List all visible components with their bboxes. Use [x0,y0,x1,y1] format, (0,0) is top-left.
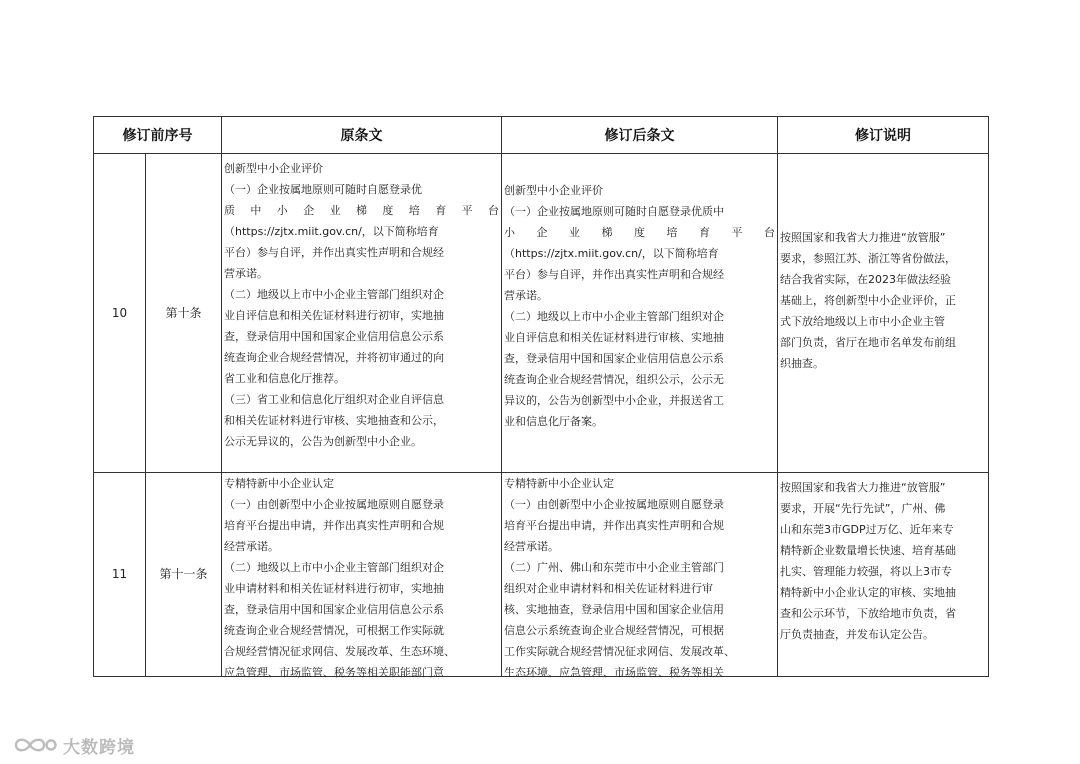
text-line: 核、实地抽查，登录信用中国和国家企业信用 [504,603,724,616]
text-line: 结合我省实际，在2023年做法经验 [780,272,951,286]
revised-text-cell [502,154,778,473]
text-line: 合规经营情况征求网信、发展改革、生态环境、 [224,645,455,658]
text-line: 公示无异议的，公告为创新型中小企业。 [224,435,422,448]
header-prev-number: 修订前序号 [94,117,222,154]
article-number: 第十一条 [146,473,222,677]
text-line: 按照国家和我省大力推进“放管服” [780,230,946,244]
infinity-logo-icon [10,734,58,756]
revised-text-cell [502,473,778,677]
text-line: 培育平台提出申请，并作出真实性声明和合规 [504,519,724,532]
text-line: （https://zjtx.miit.gov.cn/，以下简称培育 [504,247,719,260]
text-line: （一）由创新型中小企业按属地原则自愿登录 [504,498,724,511]
text-line: （一）企业按属地原则可随时自愿登录优质中 [504,205,724,218]
text-line: 生态环境、应急管理、市场监管、税务等相关 [504,666,724,679]
text-line: 山和东莞3市GDP过万亿、近年来专 [780,523,954,536]
row-number: 11 [94,473,146,677]
text-line: 异议的，公告为创新型中小企业，并报送省工 [504,394,724,407]
revision-note-cell [778,154,989,473]
text-line: 培育平台提出申请，并作出真实性声明和合规 [224,519,444,532]
text-line: 和相关佐证材料进行审核、实地抽查和公示， [224,414,444,427]
text-line: 业自评信息和相关佐证材料进行初审，实地抽 [224,309,444,322]
text-line: 小 企 业 梯 度 培 育 平 台 [504,226,775,239]
text-line: 厅负责抽查，并发布认定公告。 [780,628,934,641]
text-line: 应急管理、市场监管、税务等相关职能部门意 [224,666,444,679]
text-line: 统查询企业合规经营情况，并将初审通过的向 [224,351,444,364]
text-line: 精特新中小企业认定的审核、实地抽 [780,586,956,599]
text-line: 扎实、管理能力较强，将以上3市专 [780,565,952,578]
text-line: 查，登录信用中国和国家企业信用信息公示系 [224,603,444,616]
text-line: 创新型中小企业评价 [224,162,323,175]
text-line: 基础上，将创新型中小企业评价，正 [780,293,956,307]
text-line: 业自评信息和相关佐证材料进行审核、实地抽 [504,331,724,344]
watermark [10,733,135,757]
revision-table [93,116,989,677]
text-line: 业申请材料和相关佐证材料进行初审，实地抽 [224,582,444,595]
article-number: 第十条 [146,154,222,473]
text-line: 工作实际就合规经营情况征求网信、发展改革、 [504,645,735,658]
text-line: 业和信息化厅备案。 [504,415,603,428]
original-text-cell [222,154,502,473]
text-line: 式下放给地级以上市中小企业主管 [780,314,945,328]
text-line: （二）地级以上市中小企业主管部门组织对企 [504,310,724,323]
text-line: （一）企业按属地原则可随时自愿登录优 [224,183,422,196]
text-line: 平台）参与自评，并作出真实性声明和合规经 [224,246,444,259]
text-line: 经营承诺。 [504,540,559,553]
original-text-cell [222,473,502,677]
table-row [94,154,989,473]
row-number: 10 [94,154,146,473]
text-line: （二）地级以上市中小企业主管部门组织对企 [224,561,444,574]
text-line: 按照国家和我省大力推进“放管服” [780,481,946,494]
text-line: （二）广州、佛山和东莞市中小企业主管部门 [504,561,724,574]
text-line: 营承诺。 [224,267,268,280]
text-line: 质 中 小 企 业 梯 度 培 育 平 台 [224,204,499,217]
text-line: 专精特新中小企业认定 [504,477,614,490]
text-line: 要求，开展“先行先试”，广州、佛 [780,502,946,515]
text-line: （三）省工业和信息化厅组织对企业自评信息 [224,393,444,406]
text-line: 营承诺。 [504,289,548,302]
text-line: 查，登录信用中国和国家企业信用信息公示系 [224,330,444,343]
watermark-text: 大数跨境 [63,737,135,758]
text-line: 信息公示系统查询企业合规经营情况，可根据 [504,624,724,637]
text-line: 查和公示环节，下放给地市负责，省 [780,607,956,620]
header-revision-note: 修订说明 [778,117,989,154]
text-line: 部门负责，省厅在地市名单发布前组 [780,335,956,349]
table-row [94,473,989,677]
text-line: 要求，参照江苏、浙江等省份做法， [780,251,956,265]
header-revised-text: 修订后条文 [502,117,778,154]
header-original-text: 原条文 [222,117,502,154]
text-line: 经营承诺。 [224,540,279,553]
text-line: 统查询企业合规经营情况，可根据工作实际就 [224,624,444,637]
text-line: 织抽查。 [780,356,824,370]
text-line: 省工业和信息化厅推荐。 [224,372,345,385]
text-line: 专精特新中小企业认定 [224,477,334,490]
text-line: 统查询企业合规经营情况，组织公示，公示无 [504,373,724,386]
text-line: （二）地级以上市中小企业主管部门组织对企 [224,288,444,301]
text-line: （https://zjtx.miit.gov.cn/，以下简称培育 [224,225,439,238]
text-line: 平台）参与自评，并作出真实性声明和合规经 [504,268,724,281]
text-line: 精特新企业数量增长快速、培育基础 [780,544,956,557]
text-line: 创新型中小企业评价 [504,184,603,197]
table-header-row [94,117,989,154]
revision-note-cell [778,473,989,677]
text-line: （一）由创新型中小企业按属地原则自愿登录 [224,498,444,511]
text-line: 组织对企业申请材料和相关佐证材料进行审 [504,582,713,595]
text-line: 查，登录信用中国和国家企业信用信息公示系 [504,352,724,365]
